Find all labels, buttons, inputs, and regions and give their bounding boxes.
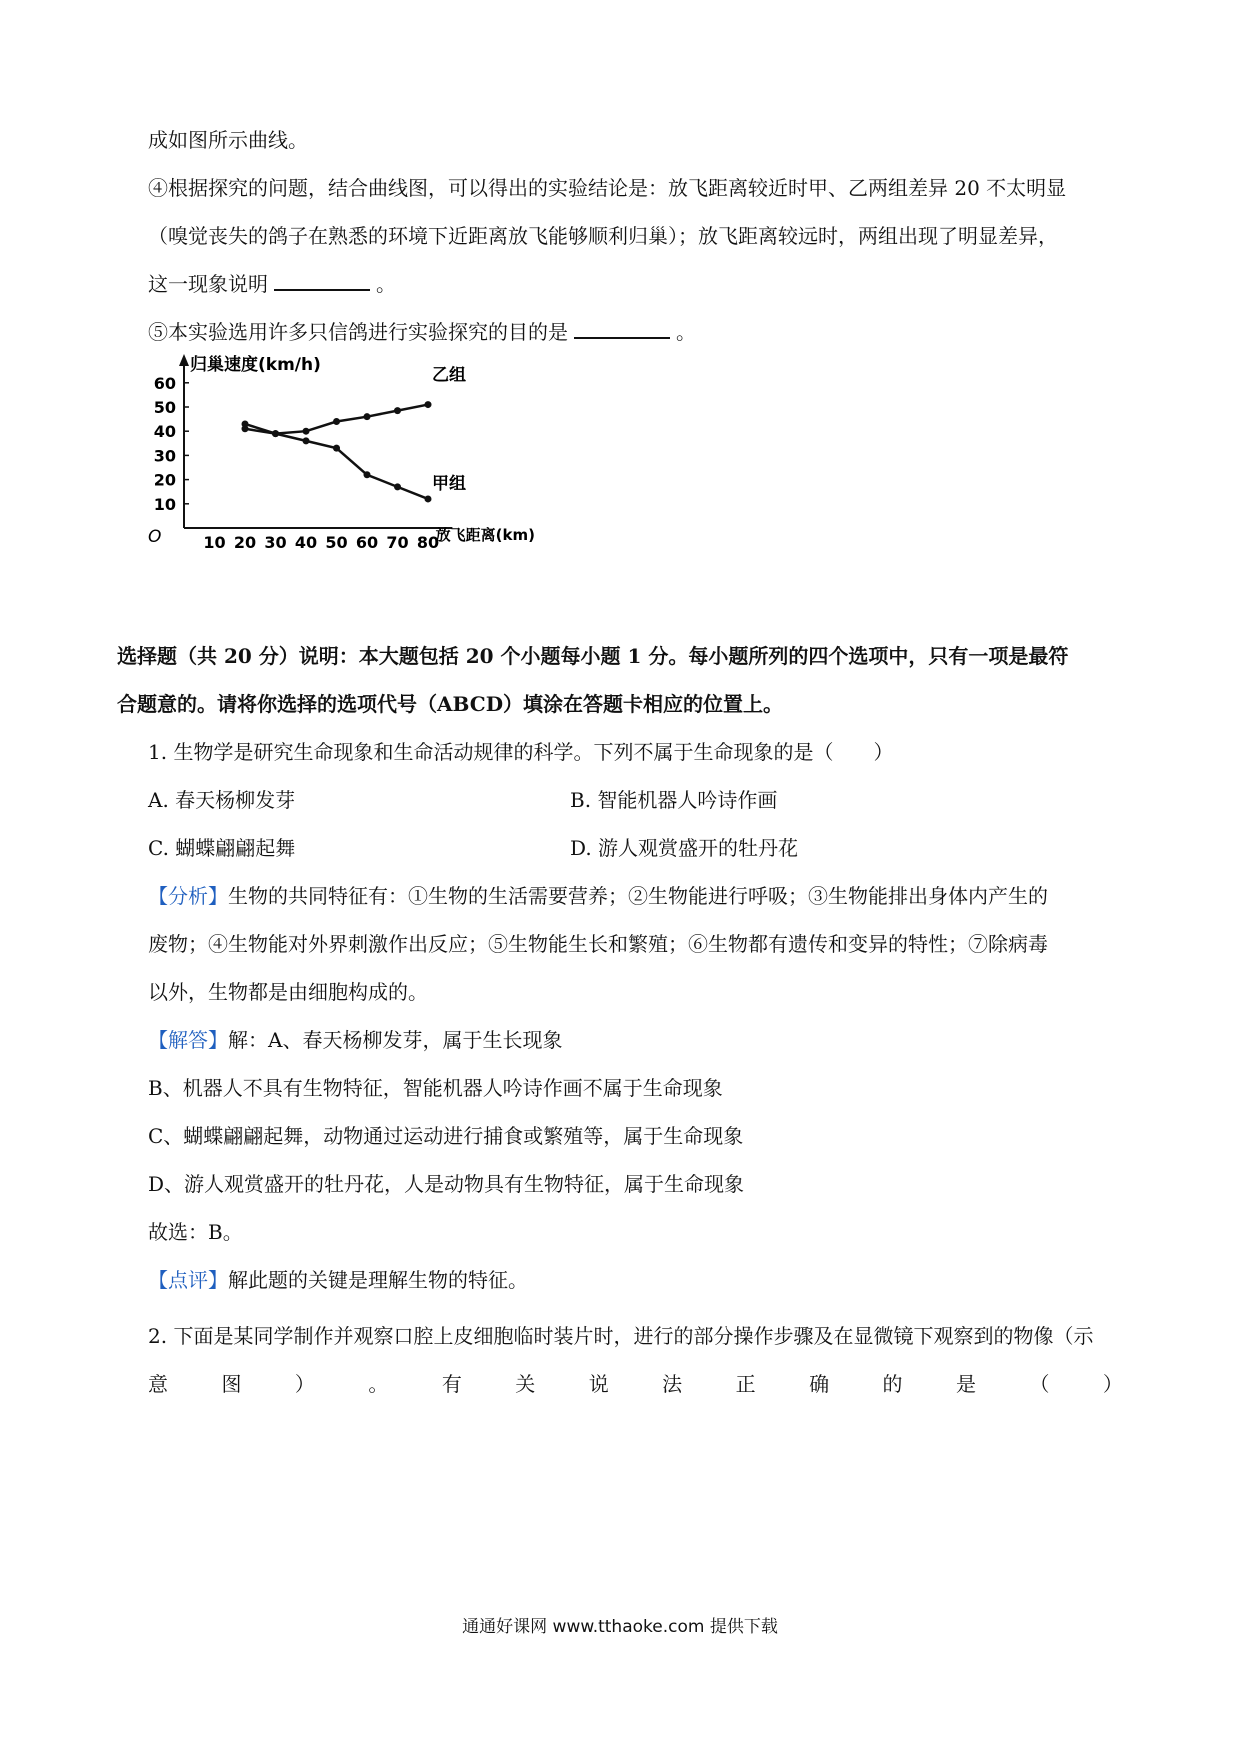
q1-analysis-line-3: 以外，生物都是由细胞构成的。 (148, 980, 428, 1004)
analysis-text-1: 生物的共同特征有：①生物的生活需要营养；②生物能进行呼吸；③生物能排出身体内产生的 (228, 884, 1048, 908)
q1-analysis-line-2: 废物；④生物能对外界刺激作出反应；⑤生物能生长和繁殖；⑥生物都有遗传和变异的特性；⑦除病毒 (148, 932, 1048, 956)
y-axis-label: 归巢速度(km/h) (190, 355, 321, 375)
q1-answer-line-2: B、机器人不具有生物特征，智能机器人吟诗作画不属于生命现象 (148, 1076, 723, 1100)
comment-tag: 【点评】 (148, 1268, 228, 1292)
series-label: 乙组 (432, 365, 466, 386)
q2-line-2-char: 的 (882, 1372, 903, 1396)
q1-analysis-line-1 (148, 882, 1048, 910)
q4-line-3-text: 这一现象说明 (148, 272, 268, 296)
y-tick-label: 40 (153, 422, 176, 442)
x-tick-label: 40 (294, 533, 318, 552)
q1-option-c[interactable]: C. 蝴蝶翩翩起舞 (148, 836, 296, 860)
q1-option-d[interactable]: D. 游人观赏盛开的牡丹花 (570, 836, 799, 860)
q4-line-2: （嗅觉丧失的鸽子在熟悉的环境下近距离放飞能够顺利归巢）；放飞距离较远时，两组出现了明显差异， (148, 224, 1058, 248)
answer-tag: 【解答】 (148, 1028, 228, 1052)
q1-answer-line-1 (148, 1026, 562, 1054)
q4-line-3-end: 。 (376, 272, 396, 296)
answer-blank-2[interactable] (574, 319, 670, 339)
x-tick-label: 80 (416, 533, 440, 552)
series-label: 甲组 (432, 473, 466, 494)
homing-speed-chart (148, 352, 548, 592)
q2-line-1: 2. 下面是某同学制作并观察口腔上皮细胞临时装片时，进行的部分操作步骤及在显微镜下观察到的物像（示 (148, 1324, 1094, 1348)
page-footer: 通通好课网 www.tthaoke.com 提供下载 (462, 1617, 778, 1637)
x-axis-label: 放飞距离(km) (435, 526, 535, 544)
data-point (303, 428, 310, 435)
q2-line-2-char: 法 (662, 1372, 683, 1396)
y-tick-label: 10 (153, 494, 176, 514)
q1-answer-line-4: D、游人观赏盛开的牡丹花，人是动物具有生物特征，属于生命现象 (148, 1172, 745, 1196)
q2-line-2-char: 是 (955, 1372, 976, 1396)
data-point (364, 413, 371, 420)
y-tick-label: 20 (153, 470, 176, 490)
q4-line-1: ④根据探究的问题，结合曲线图，可以得出的实验结论是：放飞距离较近时甲、乙两组差异 20 不太明显 (148, 176, 1067, 200)
q2-line-2-char: 正 (735, 1372, 756, 1396)
data-point (333, 418, 340, 425)
q1-answer-line-3: C、蝴蝶翩翩起舞，动物通过运动进行捕食或繁殖等，属于生命现象 (148, 1124, 744, 1148)
q1-stem: 1. 生物学是研究生命现象和生命活动规律的科学。下列不属于生命现象的是（ ） (148, 740, 894, 764)
q2-line-2-char: 确 (809, 1372, 830, 1396)
q5-end: 。 (676, 320, 696, 344)
intro-line-0: 成如图所示曲线。 (148, 128, 308, 152)
data-point (242, 420, 249, 427)
origin-label: O (148, 527, 162, 547)
y-tick-label: 30 (153, 446, 176, 466)
q2-line-2 (148, 1370, 1123, 1398)
data-point (333, 445, 340, 452)
data-point (272, 430, 279, 437)
q2-line-2-char: 关 (515, 1372, 536, 1396)
q1-choice: 故选：B。 (148, 1220, 243, 1244)
q5-line (148, 318, 696, 346)
q1-comment (148, 1266, 528, 1294)
analysis-tag: 【分析】 (148, 884, 228, 908)
q2-line-2-char: 有 (441, 1372, 462, 1396)
section-heading-line-1: 选择题（共 20 分）说明：本大题包括 20 个小题每小题 1 分。每小题所列的四个选项中，只有一项是最符 (117, 644, 1069, 668)
q2-line-2-char: （ (1029, 1372, 1050, 1396)
q2-line-2-char: ） (1102, 1372, 1123, 1396)
data-point (425, 495, 432, 502)
data-point (364, 471, 371, 478)
data-point (394, 407, 401, 414)
q2-line-2-char: 。 (368, 1372, 389, 1396)
x-tick-label: 50 (325, 533, 348, 552)
q2-line-2-char: 意 (148, 1372, 168, 1396)
x-tick-label: 30 (264, 533, 287, 552)
answer-blank-1[interactable] (274, 271, 370, 291)
data-point (425, 401, 432, 408)
q1-option-a[interactable]: A. 春天杨柳发芽 (148, 788, 296, 812)
q4-line-3 (148, 270, 396, 298)
x-tick-label: 10 (203, 533, 226, 552)
section-heading-line-2: 合题意的。请将你选择的选项代号（ABCD）填涂在答题卡相应的位置上。 (117, 692, 784, 716)
y-tick-label: 50 (153, 398, 176, 417)
data-point (394, 483, 401, 490)
y-axis-arrow (179, 354, 189, 366)
x-tick-label: 20 (233, 533, 257, 552)
answer-text-1: 解：A、春天杨柳发芽，属于生长现象 (228, 1028, 563, 1052)
x-tick-label: 70 (386, 533, 409, 552)
q2-line-2-char: 说 (588, 1372, 609, 1396)
comment-text: 解此题的关键是理解生物的特征。 (228, 1268, 528, 1292)
q2-line-2-char: 图 (221, 1372, 242, 1396)
y-tick-label: 60 (153, 373, 176, 393)
q1-option-b[interactable]: B. 智能机器人吟诗作画 (570, 788, 778, 812)
q5-text: ⑤本实验选用许多只信鸽进行实验探究的目的是 (148, 320, 568, 344)
x-tick-label: 60 (355, 533, 379, 552)
data-point (303, 437, 310, 444)
q2-line-2-char: ） (294, 1372, 315, 1396)
